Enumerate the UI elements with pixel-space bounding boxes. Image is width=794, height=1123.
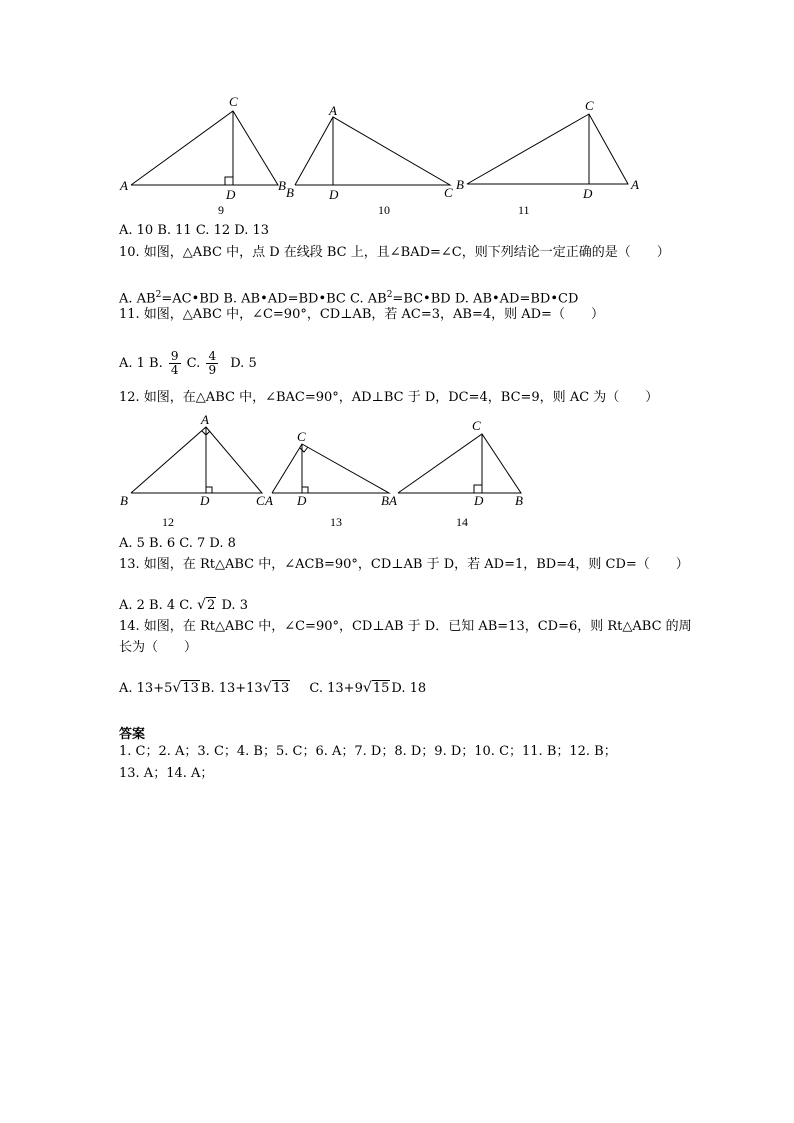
q13-opt-pre: A. 2 B. 4 C.	[119, 598, 193, 613]
fig10-label-b: B	[286, 185, 294, 200]
fig12-label-c: C	[256, 493, 265, 508]
q14-opt-a-sqrt	[172, 681, 200, 697]
q11-opt-c-den: 9	[208, 363, 217, 377]
q14-opt-b-rad: 13	[272, 681, 290, 696]
fig12-label-d: D	[200, 493, 210, 508]
q14-options	[119, 681, 426, 697]
fig13-label-c: C	[297, 429, 306, 444]
q10-opt-a-post: =AC•BD B. AB•AD=BD•BC C. AB	[161, 291, 387, 307]
fig13-right-angle-mark-c	[300, 447, 308, 452]
q14-opt-c-sqrt	[363, 681, 391, 697]
q14-opt-b-pre: B. 13+13	[200, 681, 263, 696]
q14-stem-line1: 14. 如图，在 Rt△ABC 中，∠C=90°，CD⊥AB 于 D．已知 AB=13，CD=6，则 Rt△ABC 的周	[119, 619, 692, 634]
q10-stem: 10. 如图，△ABC 中，点 D 在线段 BC 上，且∠BAD=∠C，则下列结论一定正确的是（ ）	[119, 245, 670, 260]
fig11-label-d: D	[583, 186, 593, 201]
q11-opt-c-num: 4	[208, 349, 217, 363]
fig9-label-d: D	[226, 187, 236, 202]
q11-opt-b-num: 9	[170, 349, 179, 363]
q9-options: A. 10 B. 11 C. 12 D. 13	[119, 223, 270, 238]
figure-12	[131, 427, 262, 493]
fig14-label-c: C	[472, 418, 481, 433]
fig12-label-b: B	[120, 493, 128, 508]
q14-opt-d: D. 18	[391, 681, 427, 696]
q14-opt-c-rad: 15	[372, 681, 390, 696]
answers-line2: 13. A；14. A；	[119, 766, 214, 781]
fig14-label-a: A	[389, 493, 397, 508]
q10-opt-c-sup: 2	[386, 290, 393, 300]
fig14-caption: 14	[456, 515, 468, 529]
fig12-triangle	[131, 427, 262, 493]
q11-opt-d: D. 5	[230, 356, 257, 371]
q11-opt-b-den: 4	[170, 363, 179, 377]
fig10-label-d: D	[329, 187, 339, 202]
fig9-caption: 9	[218, 203, 224, 217]
fig13-label-b: B	[381, 493, 389, 508]
fig9-label-c: C	[229, 94, 238, 109]
fig14-right-angle-mark	[474, 485, 482, 493]
fig11-label-c: C	[585, 98, 594, 113]
q13-opt-c-sqrt	[197, 598, 216, 614]
fig10-caption: 10	[378, 203, 390, 217]
q14-stem-line2: 长为（ ）	[119, 640, 198, 655]
fig14-label-b: B	[515, 493, 523, 508]
answers-line1: 1. C；2. A；3. C；4. B；5. C；6. A；7. D；8. D；9. D；10. C；11. B；12. B；	[119, 744, 617, 759]
q10-opt-a-pre: A. AB	[119, 291, 156, 307]
q11-stem: 11. 如图，△ABC 中，∠C=90°，CD⊥AB，若 AC=3，AB=4，则 AD=（ ）	[119, 307, 604, 322]
fig11-caption: 11	[518, 203, 530, 217]
q13-opt-post: D. 3	[221, 598, 248, 613]
q10-opt-a-sup: 2	[155, 290, 162, 300]
q14-opt-a-pre: A. 13+5	[119, 681, 173, 696]
q13-opt-c-rad: 2	[207, 598, 216, 613]
fig12-caption: 12	[162, 515, 174, 529]
fig13-triangle	[272, 444, 389, 493]
fig13-caption: 13	[330, 515, 342, 529]
fig13-label-a: A	[265, 493, 273, 508]
q14-opt-b-sqrt	[263, 681, 291, 697]
q12-options: A. 5 B. 6 C. 7 D. 8	[119, 536, 236, 551]
answers-title: 答案	[119, 727, 146, 742]
q10-opt-c-post: =BC•BD D. AB•AD=BD•CD	[392, 291, 579, 307]
fig11-label-a: A	[631, 177, 639, 192]
q14-opt-a-rad: 13	[182, 681, 199, 696]
fig10-label-c: C	[444, 185, 453, 200]
figure-13	[272, 444, 389, 493]
q14-opt-c-pre: C. 13+9	[309, 681, 363, 696]
q11-opt-c: C.	[186, 356, 201, 371]
figure-14	[398, 434, 521, 493]
fig9-label-b: B	[278, 178, 286, 193]
fig13-label-d: D	[297, 493, 307, 508]
fig9-label-a: A	[120, 178, 128, 193]
fig10-label-a: A	[329, 103, 337, 118]
fig14-label-d: D	[474, 493, 484, 508]
middle-figures	[0, 0, 794, 540]
q13-options	[119, 598, 248, 614]
fig14-triangle	[398, 434, 521, 493]
q11-opt-a: A. 1 B.	[119, 356, 163, 371]
fig12-label-a: A	[201, 412, 209, 427]
q13-stem: 13. 如图，在 Rt△ABC 中，∠ACB=90°，CD⊥AB 于 D，若 AD=1，BD=4，则 CD=（ ）	[119, 557, 689, 572]
fig11-label-b: B	[456, 177, 464, 192]
q12-stem: 12. 如图，在△ABC 中，∠BAC=90°，AD⊥BC 于 D，DC=4，BC=9，则 AC 为（ ）	[119, 390, 659, 405]
